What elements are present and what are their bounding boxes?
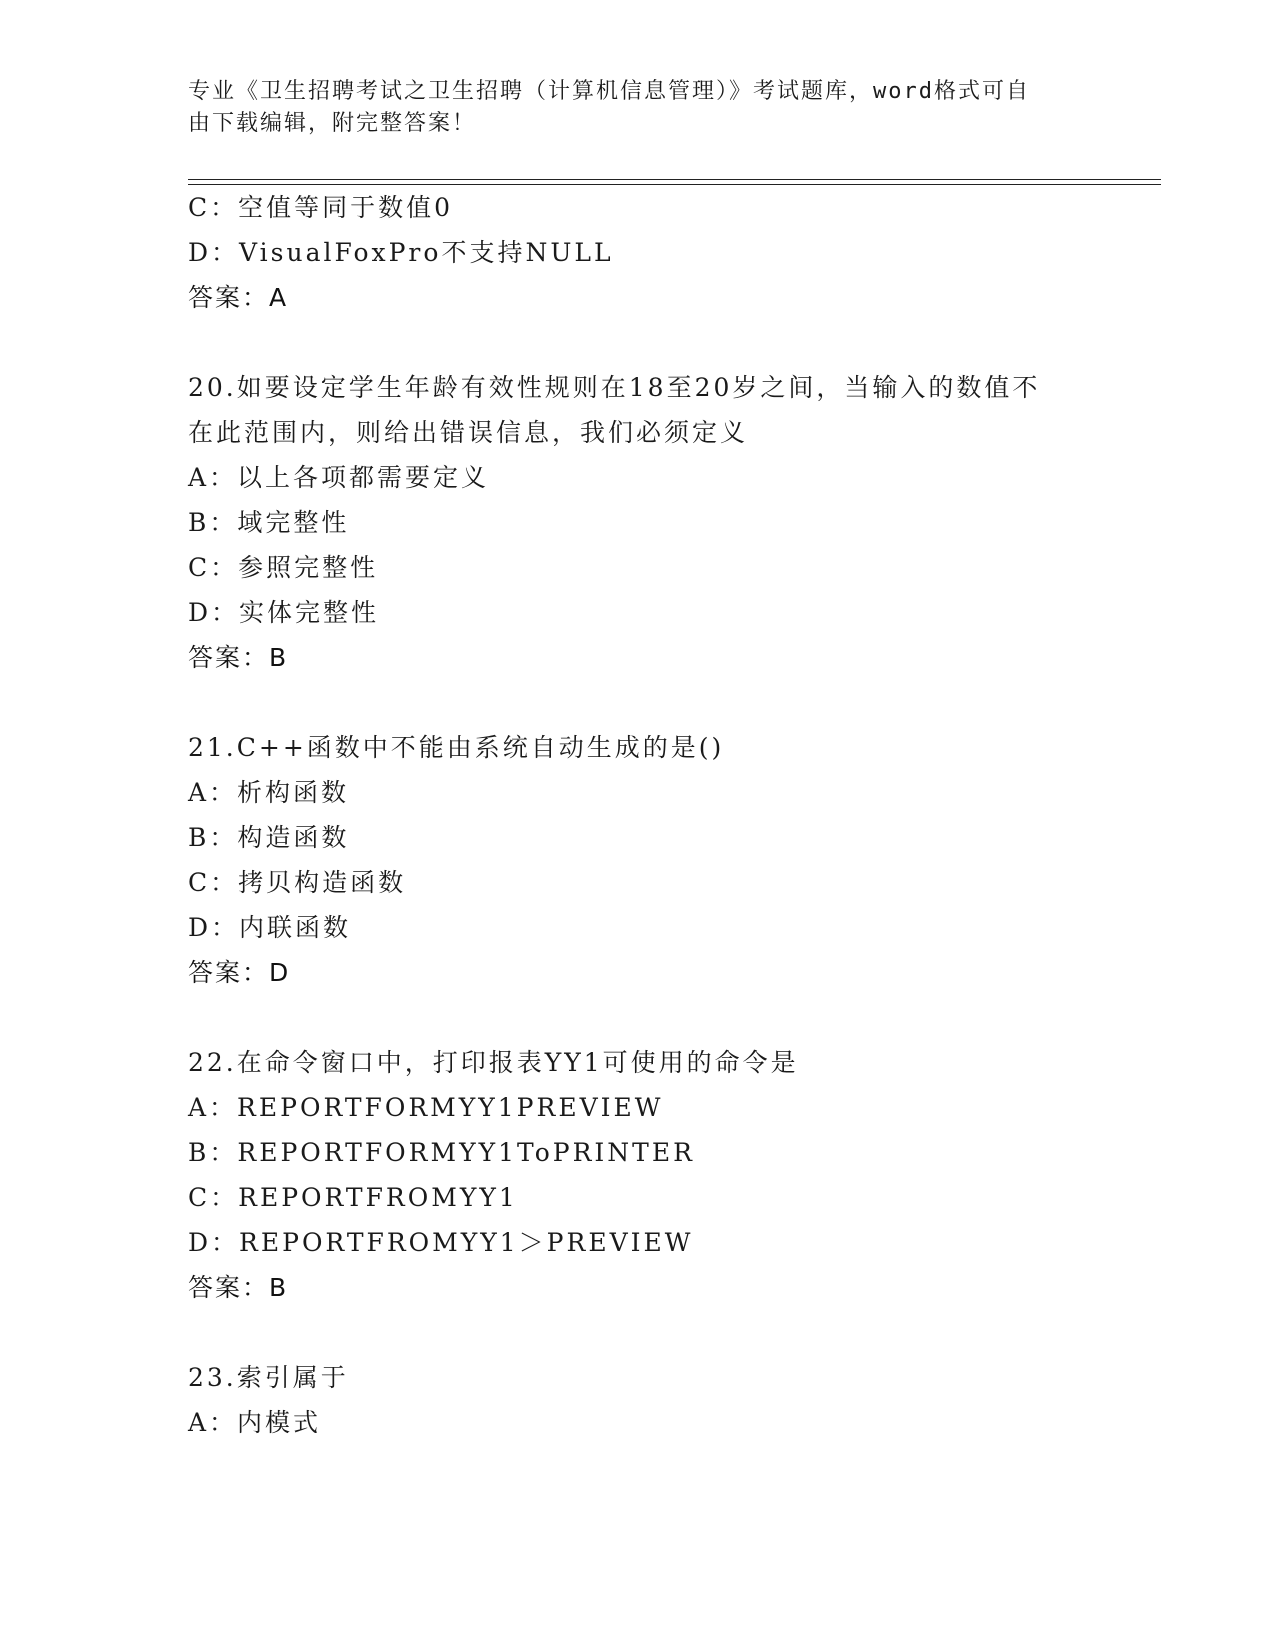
option-b-q22: B：REPORTFORMYY1ToPRINTER bbox=[188, 1138, 695, 1167]
document-header bbox=[188, 76, 1088, 140]
option-d-q21: D：内联函数 bbox=[188, 913, 352, 942]
option-a-q22: A：REPORTFORMYY1PREVIEW bbox=[188, 1093, 664, 1122]
option-d-q22: D：REPORTFROMYY1＞PREVIEW bbox=[188, 1228, 694, 1257]
option-d-q19: D：VisualFoxPro不支持NULL bbox=[188, 238, 614, 267]
option-a-q23: A：内模式 bbox=[188, 1408, 322, 1437]
answer-q21: 答案：D bbox=[188, 958, 291, 987]
question-20-line-1: 20.如要设定学生年龄有效性规则在18至20岁之间，当输入的数值不 bbox=[188, 373, 1041, 402]
question-21: 21.C++函数中不能由系统自动生成的是() bbox=[188, 733, 725, 762]
option-c-q21: C：拷贝构造函数 bbox=[188, 868, 407, 897]
header-divider-top bbox=[188, 179, 1161, 180]
option-c-q19: C：空值等同于数值0 bbox=[188, 193, 454, 222]
option-c-q20: C：参照完整性 bbox=[188, 553, 379, 582]
question-22: 22.在命令窗口中，打印报表YY1可使用的命令是 bbox=[188, 1048, 799, 1077]
option-a-q20: A：以上各项都需要定义 bbox=[188, 463, 490, 492]
header-line-1: 专业《卫生招聘考试之卫生招聘（计算机信息管理）》考试题库，word格式可自 bbox=[188, 79, 1030, 104]
option-b-q20: B：域完整性 bbox=[188, 508, 350, 537]
header-line-2: 由下载编辑，附完整答案！ bbox=[188, 111, 477, 136]
answer-q20: 答案：B bbox=[188, 643, 289, 672]
header-divider-bottom bbox=[188, 184, 1161, 185]
option-a-q21: A：析构函数 bbox=[188, 778, 350, 807]
question-23: 23.索引属于 bbox=[188, 1363, 349, 1392]
answer-q19: 答案：A bbox=[188, 283, 289, 312]
question-20-line-2: 在此范围内，则给出错误信息，我们必须定义 bbox=[188, 418, 749, 447]
option-c-q22: C：REPORTFROMYY1 bbox=[188, 1183, 518, 1212]
option-b-q21: B：构造函数 bbox=[188, 823, 350, 852]
answer-q22: 答案：B bbox=[188, 1273, 289, 1302]
option-d-q20: D：实体完整性 bbox=[188, 598, 380, 627]
